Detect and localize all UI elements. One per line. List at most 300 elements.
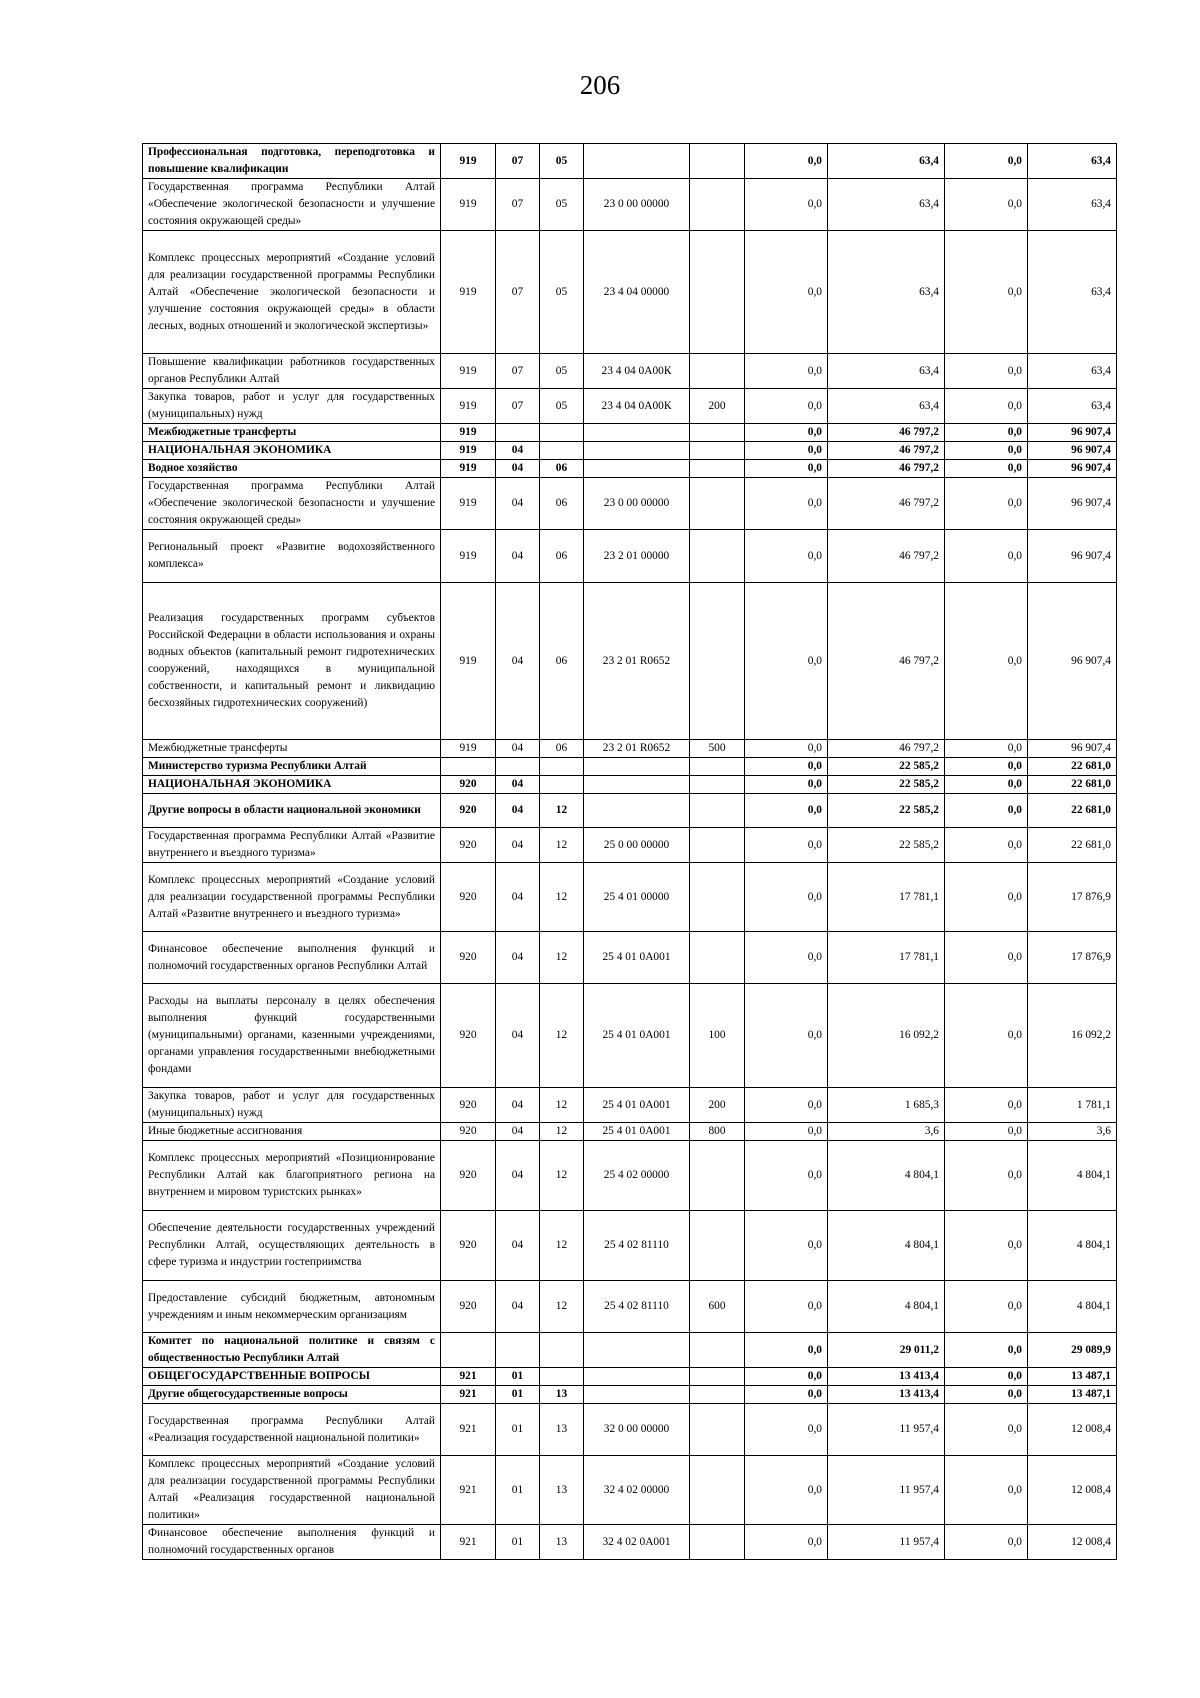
row-name: Комплекс процессных мероприятий «Создание условий для реализации государственной программы Республики Алтай «Реализация государственной национальной политики» bbox=[143, 1456, 441, 1525]
row-amount-1: 0,0 bbox=[745, 1525, 828, 1560]
row-ministry-code: 920 bbox=[441, 776, 496, 794]
row-amount-1: 0,0 bbox=[745, 530, 828, 583]
row-expense-type: 800 bbox=[690, 1123, 745, 1141]
row-name: Расходы на выплаты персоналу в целях обеспечения выполнения функций государственными (муниципальными) органами, казенными учреждениями, органами управления государственными внебюджетными фондами bbox=[143, 984, 441, 1088]
row-amount-4: 17 876,9 bbox=[1028, 863, 1117, 932]
row-amount-2: 4 804,1 bbox=[828, 1281, 945, 1333]
row-amount-3: 0,0 bbox=[945, 794, 1028, 828]
row-amount-4: 96 907,4 bbox=[1028, 442, 1117, 460]
row-amount-3: 0,0 bbox=[945, 1386, 1028, 1404]
row-amount-1: 0,0 bbox=[745, 231, 828, 354]
row-ministry-code: 919 bbox=[441, 424, 496, 442]
row-expense-type bbox=[690, 1333, 745, 1368]
row-section-code: 04 bbox=[496, 1088, 540, 1123]
row-section-code bbox=[496, 1333, 540, 1368]
row-section-code bbox=[496, 758, 540, 776]
row-ministry-code: 921 bbox=[441, 1404, 496, 1456]
row-amount-4: 96 907,4 bbox=[1028, 740, 1117, 758]
row-ministry-code: 919 bbox=[441, 231, 496, 354]
row-amount-2: 3,6 bbox=[828, 1123, 945, 1141]
row-ministry-code: 920 bbox=[441, 1123, 496, 1141]
row-expense-type bbox=[690, 863, 745, 932]
row-section-code: 04 bbox=[496, 1281, 540, 1333]
table-row bbox=[143, 932, 1117, 984]
row-section-code: 04 bbox=[496, 1141, 540, 1211]
row-amount-1: 0,0 bbox=[745, 794, 828, 828]
row-name: Комитет по национальной политике и связям с общественностью Республики Алтай bbox=[143, 1333, 441, 1368]
row-amount-1: 0,0 bbox=[745, 1141, 828, 1211]
row-amount-3: 0,0 bbox=[945, 1368, 1028, 1386]
table-row bbox=[143, 758, 1117, 776]
row-amount-2: 29 011,2 bbox=[828, 1333, 945, 1368]
row-ministry-code: 919 bbox=[441, 460, 496, 478]
row-name: Профессиональная подготовка, переподготовка и повышение квалификации bbox=[143, 144, 441, 179]
row-section-code: 04 bbox=[496, 583, 540, 740]
row-expense-type bbox=[690, 1386, 745, 1404]
row-name: Министерство туризма Республики Алтай bbox=[143, 758, 441, 776]
table-row bbox=[143, 863, 1117, 932]
row-ministry-code: 920 bbox=[441, 1211, 496, 1281]
row-amount-2: 22 585,2 bbox=[828, 794, 945, 828]
row-section-code: 07 bbox=[496, 179, 540, 231]
row-name: Водное хозяйство bbox=[143, 460, 441, 478]
row-amount-4: 22 681,0 bbox=[1028, 758, 1117, 776]
row-amount-1: 0,0 bbox=[745, 984, 828, 1088]
row-amount-2: 17 781,1 bbox=[828, 932, 945, 984]
row-amount-4: 63,4 bbox=[1028, 231, 1117, 354]
row-amount-3: 0,0 bbox=[945, 354, 1028, 389]
row-amount-2: 1 685,3 bbox=[828, 1088, 945, 1123]
row-amount-3: 0,0 bbox=[945, 442, 1028, 460]
page-number: 206 bbox=[579, 70, 621, 100]
row-amount-3: 0,0 bbox=[945, 932, 1028, 984]
row-target-article bbox=[584, 144, 690, 179]
row-amount-3: 0,0 bbox=[945, 460, 1028, 478]
row-expense-type bbox=[690, 424, 745, 442]
row-amount-2: 11 957,4 bbox=[828, 1404, 945, 1456]
row-expense-type bbox=[690, 794, 745, 828]
table-row bbox=[143, 1368, 1117, 1386]
row-amount-3: 0,0 bbox=[945, 231, 1028, 354]
row-expense-type bbox=[690, 478, 745, 530]
row-amount-3: 0,0 bbox=[945, 740, 1028, 758]
row-name: Государственная программа Республики Алтай «Обеспечение экологической безопасности и улучшение состояния окружающей среды» bbox=[143, 478, 441, 530]
row-target-article: 25 4 02 81110 bbox=[584, 1281, 690, 1333]
row-subsection-code: 06 bbox=[540, 478, 584, 530]
row-subsection-code: 06 bbox=[540, 740, 584, 758]
row-expense-type bbox=[690, 1141, 745, 1211]
row-expense-type bbox=[690, 1211, 745, 1281]
row-subsection-code: 05 bbox=[540, 144, 584, 179]
row-amount-2: 4 804,1 bbox=[828, 1211, 945, 1281]
row-section-code bbox=[496, 424, 540, 442]
row-expense-type bbox=[690, 144, 745, 179]
row-section-code: 04 bbox=[496, 1123, 540, 1141]
row-amount-2: 63,4 bbox=[828, 354, 945, 389]
row-amount-4: 12 008,4 bbox=[1028, 1456, 1117, 1525]
table-row bbox=[143, 828, 1117, 863]
row-amount-3: 0,0 bbox=[945, 583, 1028, 740]
row-amount-4: 96 907,4 bbox=[1028, 460, 1117, 478]
row-amount-1: 0,0 bbox=[745, 1456, 828, 1525]
row-amount-1: 0,0 bbox=[745, 1386, 828, 1404]
row-section-code: 01 bbox=[496, 1525, 540, 1560]
table-row bbox=[143, 1088, 1117, 1123]
row-amount-4: 13 487,1 bbox=[1028, 1386, 1117, 1404]
row-subsection-code: 12 bbox=[540, 1123, 584, 1141]
row-amount-3: 0,0 bbox=[945, 1281, 1028, 1333]
row-name: НАЦИОНАЛЬНАЯ ЭКОНОМИКА bbox=[143, 776, 441, 794]
row-amount-2: 63,4 bbox=[828, 389, 945, 424]
row-target-article bbox=[584, 758, 690, 776]
row-amount-2: 11 957,4 bbox=[828, 1525, 945, 1560]
row-section-code: 01 bbox=[496, 1404, 540, 1456]
row-amount-3: 0,0 bbox=[945, 389, 1028, 424]
row-amount-1: 0,0 bbox=[745, 424, 828, 442]
row-target-article: 23 2 01 R0652 bbox=[584, 583, 690, 740]
row-subsection-code: 05 bbox=[540, 179, 584, 231]
table-row bbox=[143, 389, 1117, 424]
row-section-code: 04 bbox=[496, 740, 540, 758]
table-row bbox=[143, 740, 1117, 758]
row-amount-4: 16 092,2 bbox=[1028, 984, 1117, 1088]
row-amount-3: 0,0 bbox=[945, 1333, 1028, 1368]
row-amount-3: 0,0 bbox=[945, 984, 1028, 1088]
row-amount-2: 46 797,2 bbox=[828, 478, 945, 530]
row-amount-3: 0,0 bbox=[945, 1211, 1028, 1281]
row-amount-3: 0,0 bbox=[945, 1141, 1028, 1211]
row-target-article: 23 4 04 0А00К bbox=[584, 389, 690, 424]
row-target-article: 32 0 00 00000 bbox=[584, 1404, 690, 1456]
row-subsection-code: 12 bbox=[540, 794, 584, 828]
row-amount-3: 0,0 bbox=[945, 179, 1028, 231]
row-subsection-code: 06 bbox=[540, 530, 584, 583]
row-subsection-code: 13 bbox=[540, 1456, 584, 1525]
row-name: Повышение квалификации работников государственных органов Республики Алтай bbox=[143, 354, 441, 389]
row-amount-1: 0,0 bbox=[745, 354, 828, 389]
row-name: Закупка товаров, работ и услуг для государственных (муниципальных) нужд bbox=[143, 1088, 441, 1123]
row-name: Региональный проект «Развитие водохозяйственного комплекса» bbox=[143, 530, 441, 583]
row-amount-4: 63,4 bbox=[1028, 354, 1117, 389]
row-subsection-code: 12 bbox=[540, 984, 584, 1088]
row-target-article: 25 4 01 00000 bbox=[584, 863, 690, 932]
row-name: Другие вопросы в области национальной экономики bbox=[143, 794, 441, 828]
row-target-article bbox=[584, 424, 690, 442]
row-amount-1: 0,0 bbox=[745, 1211, 828, 1281]
row-subsection-code bbox=[540, 758, 584, 776]
row-amount-1: 0,0 bbox=[745, 583, 828, 740]
row-name: Другие общегосударственные вопросы bbox=[143, 1386, 441, 1404]
budget-table bbox=[142, 143, 1117, 1560]
row-amount-4: 12 008,4 bbox=[1028, 1525, 1117, 1560]
row-target-article bbox=[584, 442, 690, 460]
row-expense-type bbox=[690, 530, 745, 583]
row-name: Иные бюджетные ассигнования bbox=[143, 1123, 441, 1141]
row-target-article bbox=[584, 1368, 690, 1386]
row-amount-2: 63,4 bbox=[828, 144, 945, 179]
row-amount-3: 0,0 bbox=[945, 1404, 1028, 1456]
row-amount-4: 29 089,9 bbox=[1028, 1333, 1117, 1368]
row-subsection-code: 12 bbox=[540, 1281, 584, 1333]
row-name: Финансовое обеспечение выполнения функций и полномочий государственных органов Республики Алтай bbox=[143, 932, 441, 984]
table-row bbox=[143, 424, 1117, 442]
row-amount-1: 0,0 bbox=[745, 179, 828, 231]
row-amount-4: 4 804,1 bbox=[1028, 1211, 1117, 1281]
row-ministry-code: 919 bbox=[441, 478, 496, 530]
row-target-article bbox=[584, 1333, 690, 1368]
row-section-code: 07 bbox=[496, 231, 540, 354]
row-amount-2: 46 797,2 bbox=[828, 460, 945, 478]
row-amount-3: 0,0 bbox=[945, 478, 1028, 530]
row-section-code: 01 bbox=[496, 1386, 540, 1404]
row-target-article: 25 0 00 00000 bbox=[584, 828, 690, 863]
row-subsection-code bbox=[540, 1368, 584, 1386]
row-amount-4: 63,4 bbox=[1028, 179, 1117, 231]
table-row bbox=[143, 460, 1117, 478]
row-subsection-code bbox=[540, 442, 584, 460]
table-body bbox=[143, 144, 1117, 1560]
row-amount-1: 0,0 bbox=[745, 932, 828, 984]
row-target-article bbox=[584, 794, 690, 828]
row-amount-2: 11 957,4 bbox=[828, 1456, 945, 1525]
row-name: Государственная программа Республики Алтай «Обеспечение экологической безопасности и улучшение состояния окружающей среды» bbox=[143, 179, 441, 231]
row-expense-type bbox=[690, 583, 745, 740]
row-ministry-code: 920 bbox=[441, 1141, 496, 1211]
row-amount-4: 17 876,9 bbox=[1028, 932, 1117, 984]
row-amount-2: 16 092,2 bbox=[828, 984, 945, 1088]
row-target-article: 23 2 01 00000 bbox=[584, 530, 690, 583]
row-amount-2: 46 797,2 bbox=[828, 442, 945, 460]
row-ministry-code: 920 bbox=[441, 828, 496, 863]
row-section-code: 04 bbox=[496, 828, 540, 863]
row-subsection-code: 05 bbox=[540, 231, 584, 354]
table-row bbox=[143, 478, 1117, 530]
row-subsection-code: 12 bbox=[540, 1211, 584, 1281]
row-subsection-code: 06 bbox=[540, 583, 584, 740]
row-target-article: 25 4 01 0А001 bbox=[584, 1088, 690, 1123]
row-subsection-code: 06 bbox=[540, 460, 584, 478]
row-amount-3: 0,0 bbox=[945, 144, 1028, 179]
row-amount-3: 0,0 bbox=[945, 1123, 1028, 1141]
table-row bbox=[143, 144, 1117, 179]
row-amount-3: 0,0 bbox=[945, 530, 1028, 583]
row-name: Межбюджетные трансферты bbox=[143, 424, 441, 442]
row-target-article: 25 4 01 0А001 bbox=[584, 932, 690, 984]
row-section-code: 04 bbox=[496, 460, 540, 478]
table-row bbox=[143, 1123, 1117, 1141]
row-expense-type bbox=[690, 932, 745, 984]
row-expense-type bbox=[690, 1404, 745, 1456]
row-amount-4: 96 907,4 bbox=[1028, 583, 1117, 740]
table-row bbox=[143, 794, 1117, 828]
row-amount-2: 63,4 bbox=[828, 179, 945, 231]
row-name: Комплекс процессных мероприятий «Позиционирование Республики Алтай как благоприятного региона на внутреннем и мировом туристских рынках» bbox=[143, 1141, 441, 1211]
row-amount-4: 12 008,4 bbox=[1028, 1404, 1117, 1456]
row-target-article: 23 4 04 0А00К bbox=[584, 354, 690, 389]
row-name: Межбюджетные трансферты bbox=[143, 740, 441, 758]
row-target-article: 25 4 02 00000 bbox=[584, 1141, 690, 1211]
row-target-article: 23 4 04 00000 bbox=[584, 231, 690, 354]
row-subsection-code bbox=[540, 776, 584, 794]
row-amount-1: 0,0 bbox=[745, 1333, 828, 1368]
row-amount-1: 0,0 bbox=[745, 776, 828, 794]
row-expense-type bbox=[690, 758, 745, 776]
row-amount-2: 22 585,2 bbox=[828, 758, 945, 776]
row-amount-1: 0,0 bbox=[745, 1123, 828, 1141]
table-row bbox=[143, 231, 1117, 354]
table-row bbox=[143, 1281, 1117, 1333]
row-ministry-code: 920 bbox=[441, 1281, 496, 1333]
row-amount-3: 0,0 bbox=[945, 424, 1028, 442]
row-ministry-code: 919 bbox=[441, 740, 496, 758]
row-name: Обеспечение деятельности государственных учреждений Республики Алтай, осуществляющих деятельность в сфере туризма и индустрии гостеприимства bbox=[143, 1211, 441, 1281]
table-row bbox=[143, 1333, 1117, 1368]
row-ministry-code: 921 bbox=[441, 1368, 496, 1386]
row-section-code: 04 bbox=[496, 776, 540, 794]
row-amount-2: 46 797,2 bbox=[828, 583, 945, 740]
row-expense-type bbox=[690, 179, 745, 231]
row-section-code: 04 bbox=[496, 794, 540, 828]
row-amount-1: 0,0 bbox=[745, 740, 828, 758]
table-row bbox=[143, 1456, 1117, 1525]
table-row bbox=[143, 776, 1117, 794]
table-row bbox=[143, 1525, 1117, 1560]
row-amount-2: 22 585,2 bbox=[828, 828, 945, 863]
row-target-article: 23 0 00 00000 bbox=[584, 179, 690, 231]
row-expense-type: 500 bbox=[690, 740, 745, 758]
row-amount-1: 0,0 bbox=[745, 478, 828, 530]
row-amount-4: 4 804,1 bbox=[1028, 1281, 1117, 1333]
row-target-article: 25 4 01 0А001 bbox=[584, 1123, 690, 1141]
row-ministry-code: 919 bbox=[441, 583, 496, 740]
row-amount-4: 22 681,0 bbox=[1028, 794, 1117, 828]
row-ministry-code bbox=[441, 1333, 496, 1368]
row-subsection-code bbox=[540, 1333, 584, 1368]
row-section-code: 04 bbox=[496, 478, 540, 530]
row-target-article: 25 4 02 81110 bbox=[584, 1211, 690, 1281]
row-amount-2: 22 585,2 bbox=[828, 776, 945, 794]
row-subsection-code: 05 bbox=[540, 389, 584, 424]
row-amount-2: 63,4 bbox=[828, 231, 945, 354]
row-amount-1: 0,0 bbox=[745, 442, 828, 460]
table-row bbox=[143, 442, 1117, 460]
row-section-code: 07 bbox=[496, 389, 540, 424]
row-amount-3: 0,0 bbox=[945, 828, 1028, 863]
row-amount-1: 0,0 bbox=[745, 1281, 828, 1333]
row-amount-2: 4 804,1 bbox=[828, 1141, 945, 1211]
row-amount-2: 46 797,2 bbox=[828, 530, 945, 583]
row-section-code: 04 bbox=[496, 1211, 540, 1281]
row-name: Государственная программа Республики Алтай «Развитие внутреннего и въездного туризма» bbox=[143, 828, 441, 863]
row-section-code: 07 bbox=[496, 354, 540, 389]
row-ministry-code: 919 bbox=[441, 179, 496, 231]
row-ministry-code: 921 bbox=[441, 1386, 496, 1404]
row-amount-1: 0,0 bbox=[745, 758, 828, 776]
row-target-article: 32 4 02 0А001 bbox=[584, 1525, 690, 1560]
row-amount-1: 0,0 bbox=[745, 828, 828, 863]
row-expense-type bbox=[690, 776, 745, 794]
row-name: Реализация государственных программ субъектов Российской Федерации в области использования и охраны водных объектов (капитальный ремонт гидротехнических сооружений, находящихся в муниципальной собственности, и капитальный ремонт и ликвидацию бесхозяйных гидротехнических сооружений) bbox=[143, 583, 441, 740]
table-row bbox=[143, 1211, 1117, 1281]
row-expense-type bbox=[690, 460, 745, 478]
row-amount-3: 0,0 bbox=[945, 1088, 1028, 1123]
row-subsection-code: 12 bbox=[540, 1088, 584, 1123]
row-name: Комплекс процессных мероприятий «Создание условий для реализации государственной программы Республики Алтай «Развитие внутреннего и въездного туризма» bbox=[143, 863, 441, 932]
row-target-article bbox=[584, 1386, 690, 1404]
row-expense-type bbox=[690, 231, 745, 354]
row-amount-3: 0,0 bbox=[945, 1456, 1028, 1525]
row-section-code: 04 bbox=[496, 984, 540, 1088]
row-target-article: 32 4 02 00000 bbox=[584, 1456, 690, 1525]
row-expense-type: 100 bbox=[690, 984, 745, 1088]
row-amount-4: 96 907,4 bbox=[1028, 424, 1117, 442]
row-section-code: 04 bbox=[496, 442, 540, 460]
row-amount-4: 96 907,4 bbox=[1028, 530, 1117, 583]
row-target-article bbox=[584, 460, 690, 478]
row-expense-type bbox=[690, 1456, 745, 1525]
row-subsection-code: 12 bbox=[540, 863, 584, 932]
row-name: Финансовое обеспечение выполнения функций и полномочий государственных органов bbox=[143, 1525, 441, 1560]
row-name: ОБЩЕГОСУДАРСТВЕННЫЕ ВОПРОСЫ bbox=[143, 1368, 441, 1386]
row-subsection-code: 05 bbox=[540, 354, 584, 389]
row-amount-4: 4 804,1 bbox=[1028, 1141, 1117, 1211]
row-amount-2: 13 413,4 bbox=[828, 1368, 945, 1386]
row-expense-type bbox=[690, 828, 745, 863]
row-expense-type bbox=[690, 1525, 745, 1560]
row-name: НАЦИОНАЛЬНАЯ ЭКОНОМИКА bbox=[143, 442, 441, 460]
row-amount-2: 13 413,4 bbox=[828, 1386, 945, 1404]
row-name: Закупка товаров, работ и услуг для государственных (муниципальных) нужд bbox=[143, 389, 441, 424]
row-subsection-code: 12 bbox=[540, 828, 584, 863]
row-section-code: 04 bbox=[496, 863, 540, 932]
row-amount-4: 1 781,1 bbox=[1028, 1088, 1117, 1123]
table-row bbox=[143, 1404, 1117, 1456]
row-subsection-code bbox=[540, 424, 584, 442]
row-ministry-code bbox=[441, 758, 496, 776]
row-section-code: 04 bbox=[496, 932, 540, 984]
row-subsection-code: 13 bbox=[540, 1386, 584, 1404]
row-subsection-code: 12 bbox=[540, 932, 584, 984]
row-amount-1: 0,0 bbox=[745, 1404, 828, 1456]
row-target-article: 25 4 01 0А001 bbox=[584, 984, 690, 1088]
row-expense-type bbox=[690, 354, 745, 389]
row-target-article bbox=[584, 776, 690, 794]
row-amount-3: 0,0 bbox=[945, 1525, 1028, 1560]
table-row bbox=[143, 1141, 1117, 1211]
row-amount-1: 0,0 bbox=[745, 144, 828, 179]
row-amount-4: 63,4 bbox=[1028, 389, 1117, 424]
table-row bbox=[143, 1386, 1117, 1404]
row-amount-1: 0,0 bbox=[745, 389, 828, 424]
row-amount-4: 22 681,0 bbox=[1028, 776, 1117, 794]
row-amount-2: 46 797,2 bbox=[828, 424, 945, 442]
row-section-code: 01 bbox=[496, 1456, 540, 1525]
row-expense-type: 600 bbox=[690, 1281, 745, 1333]
row-amount-1: 0,0 bbox=[745, 1088, 828, 1123]
row-expense-type bbox=[690, 442, 745, 460]
row-section-code: 07 bbox=[496, 144, 540, 179]
table-row bbox=[143, 583, 1117, 740]
row-amount-4: 63,4 bbox=[1028, 144, 1117, 179]
row-ministry-code: 919 bbox=[441, 354, 496, 389]
row-subsection-code: 13 bbox=[540, 1404, 584, 1456]
row-ministry-code: 920 bbox=[441, 863, 496, 932]
row-expense-type: 200 bbox=[690, 389, 745, 424]
row-ministry-code: 920 bbox=[441, 984, 496, 1088]
table-row bbox=[143, 354, 1117, 389]
row-amount-3: 0,0 bbox=[945, 863, 1028, 932]
row-name: Государственная программа Республики Алтай «Реализация государственной национальной политики» bbox=[143, 1404, 441, 1456]
